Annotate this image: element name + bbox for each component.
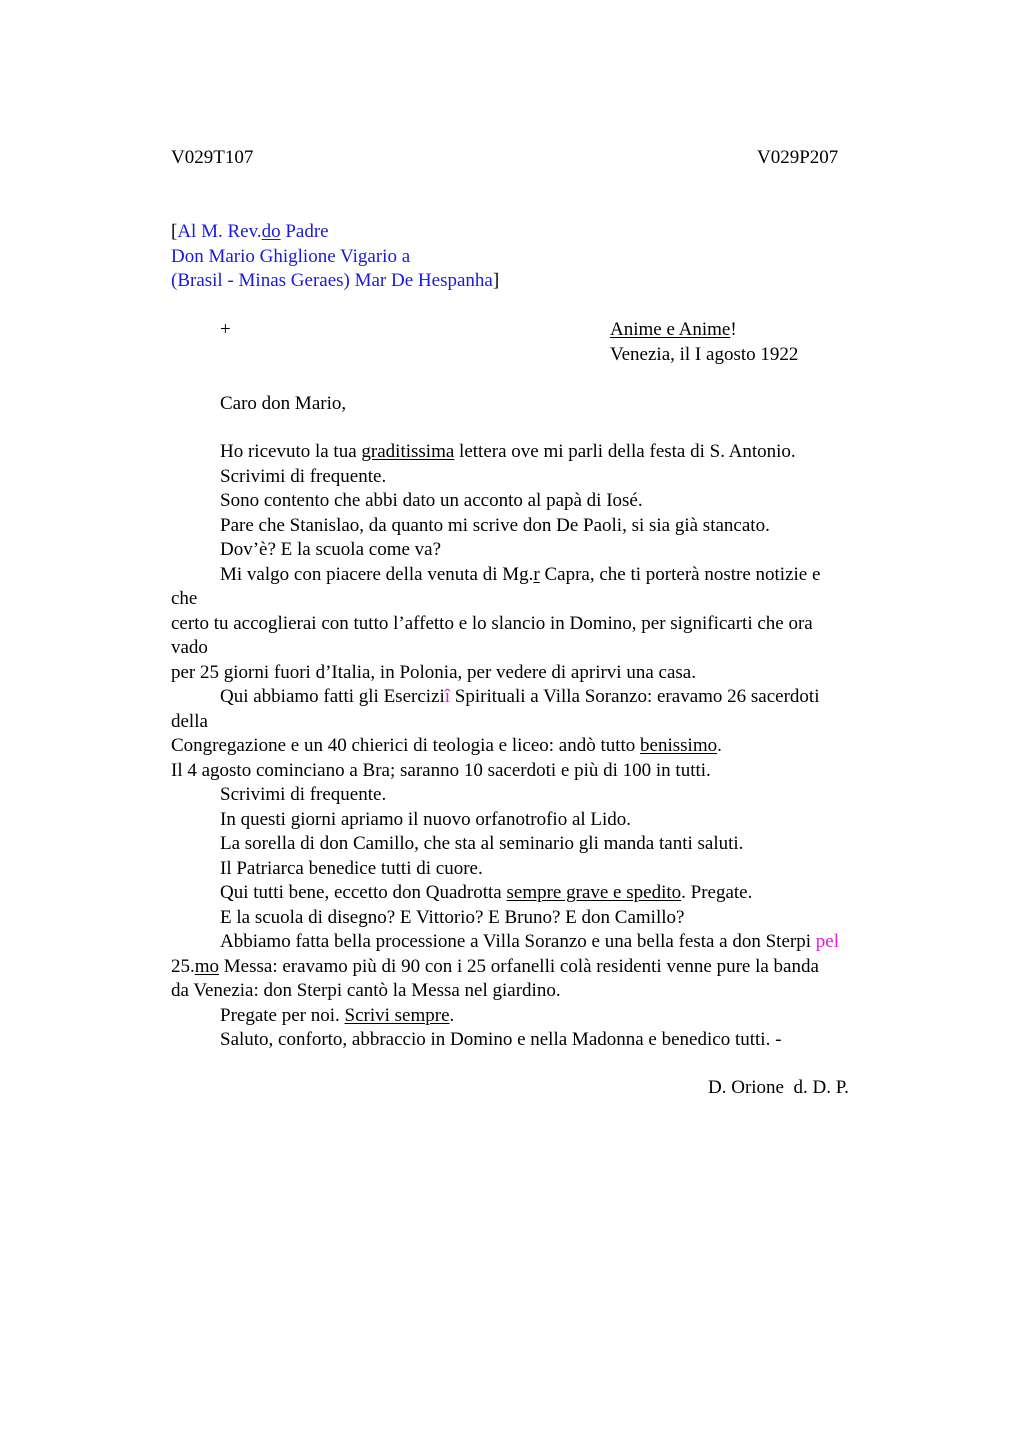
underlined-text: mo xyxy=(194,955,220,977)
highlighted-text: pel xyxy=(815,931,839,952)
underlined-text: benissimo xyxy=(640,735,718,756)
text-span: Ho ricevuto la tua xyxy=(220,441,362,462)
address-line-2: Don Mario Ghiglione Vigario a xyxy=(171,245,411,267)
body-line: Sono contento che abbi dato un acconto al papà di Iosé. xyxy=(220,490,643,511)
body-line: Scrivimi di frequente. xyxy=(220,784,387,805)
address-close-bracket: ] xyxy=(492,270,500,291)
body-line: vado xyxy=(171,637,208,658)
text-span: Qui tutti bene, eccetto don Quadrotta xyxy=(220,882,507,903)
letter-body xyxy=(171,440,891,1053)
motto-end: ! xyxy=(730,319,737,340)
text-span: 25. xyxy=(171,955,195,977)
address-line-1-b: Padre xyxy=(280,221,329,242)
body-line xyxy=(171,881,891,906)
text-span: Spirituali a Villa Soranzo: eravamo 26 sacerdoti xyxy=(450,686,820,707)
body-line xyxy=(171,955,891,980)
place-date: Venezia, il I agosto 1922 xyxy=(610,344,799,365)
address-block xyxy=(171,220,499,294)
body-line xyxy=(171,440,891,465)
body-line: per 25 giorni fuori d’Italia, in Polonia, per vedere di aprirvi una casa. xyxy=(171,661,696,683)
signature: D. Orione d. D. P. xyxy=(708,1077,849,1098)
body-line xyxy=(171,734,891,759)
text-span: lettera ove mi parli della festa di S. Antonio. xyxy=(454,441,796,462)
underlined-text: Scrivi sempre xyxy=(344,1004,450,1026)
document-code-right: V029P207 xyxy=(757,147,839,168)
address-line-1 xyxy=(171,220,499,245)
body-line: Il 4 agosto cominciano a Bra; saranno 10 sacerdoti e più di 100 in tutti. xyxy=(171,759,711,781)
address-line-3 xyxy=(171,269,499,294)
motto-underlined: Anime e Anime xyxy=(610,319,731,340)
greeting: Caro don Mario, xyxy=(220,393,347,414)
text-span: Capra, che ti porterà nostre notizie e xyxy=(539,563,821,585)
text-span: . xyxy=(449,1004,455,1026)
body-line: E la scuola di disegno? E Vittorio? E Bruno? E don Camillo? xyxy=(220,906,685,928)
body-line: In questi giorni apriamo il nuovo orfanotrofio al Lido. xyxy=(220,808,632,830)
body-line: che xyxy=(171,588,198,609)
cross-symbol: + xyxy=(220,319,231,340)
body-line: Scrivimi di frequente. xyxy=(220,465,387,487)
body-line: Dov’è? E la scuola come va? xyxy=(220,539,442,560)
highlighted-text: î xyxy=(444,686,451,707)
body-line xyxy=(171,685,891,710)
underlined-text: graditissima xyxy=(361,441,455,462)
text-span: Qui abbiamo fatti gli Esercizi xyxy=(220,686,445,707)
text-span: Congregazione e un 40 chierici di teologia e liceo: andò tutto xyxy=(171,735,641,756)
document-code-left: V029T107 xyxy=(171,147,254,168)
body-line: certo tu accoglierai con tutto l’affetto e lo slancio in Domino, per significarti che ora xyxy=(171,612,813,634)
body-line xyxy=(171,1004,891,1029)
text-span: Mi valgo con piacere della venuta di Mg. xyxy=(220,563,534,585)
text-span: Messa: eravamo più di 90 con i 25 orfanelli colà residenti venne pure la banda xyxy=(219,955,819,977)
text-span: Abbiamo fatta bella processione a Villa Soranzo e una bella festa a don Sterpi xyxy=(220,931,816,952)
address-line-1-a: Al M. Rev. xyxy=(177,221,262,242)
body-line: Pare che Stanislao, da quanto mi scrive don De Paoli, si sia già stancato. xyxy=(220,514,770,536)
motto xyxy=(610,318,737,343)
text-span: . xyxy=(717,735,722,756)
address-line-3-text: (Brasil - Minas Geraes) Mar De Hespanha xyxy=(171,270,493,291)
address-line-1-underlined: do xyxy=(261,221,281,242)
body-line: Saluto, conforto, abbraccio in Domino e nella Madonna e benedico tutti. - xyxy=(220,1029,782,1050)
body-line xyxy=(171,563,891,588)
address-open-bracket: [ xyxy=(171,221,178,242)
body-line: della xyxy=(171,710,208,732)
underlined-text: sempre grave e spedito xyxy=(506,882,682,903)
body-line: La sorella di don Camillo, che sta al seminario gli manda tanti saluti. xyxy=(220,833,744,854)
body-line xyxy=(171,930,891,955)
body-line: Il Patriarca benedice tutti di cuore. xyxy=(220,857,483,879)
text-span: . Pregate. xyxy=(681,882,753,903)
text-span: Pregate per noi. xyxy=(220,1004,345,1026)
underlined-text: r xyxy=(533,563,540,585)
body-line: da Venezia: don Sterpi cantò la Messa nel giardino. xyxy=(171,980,561,1001)
